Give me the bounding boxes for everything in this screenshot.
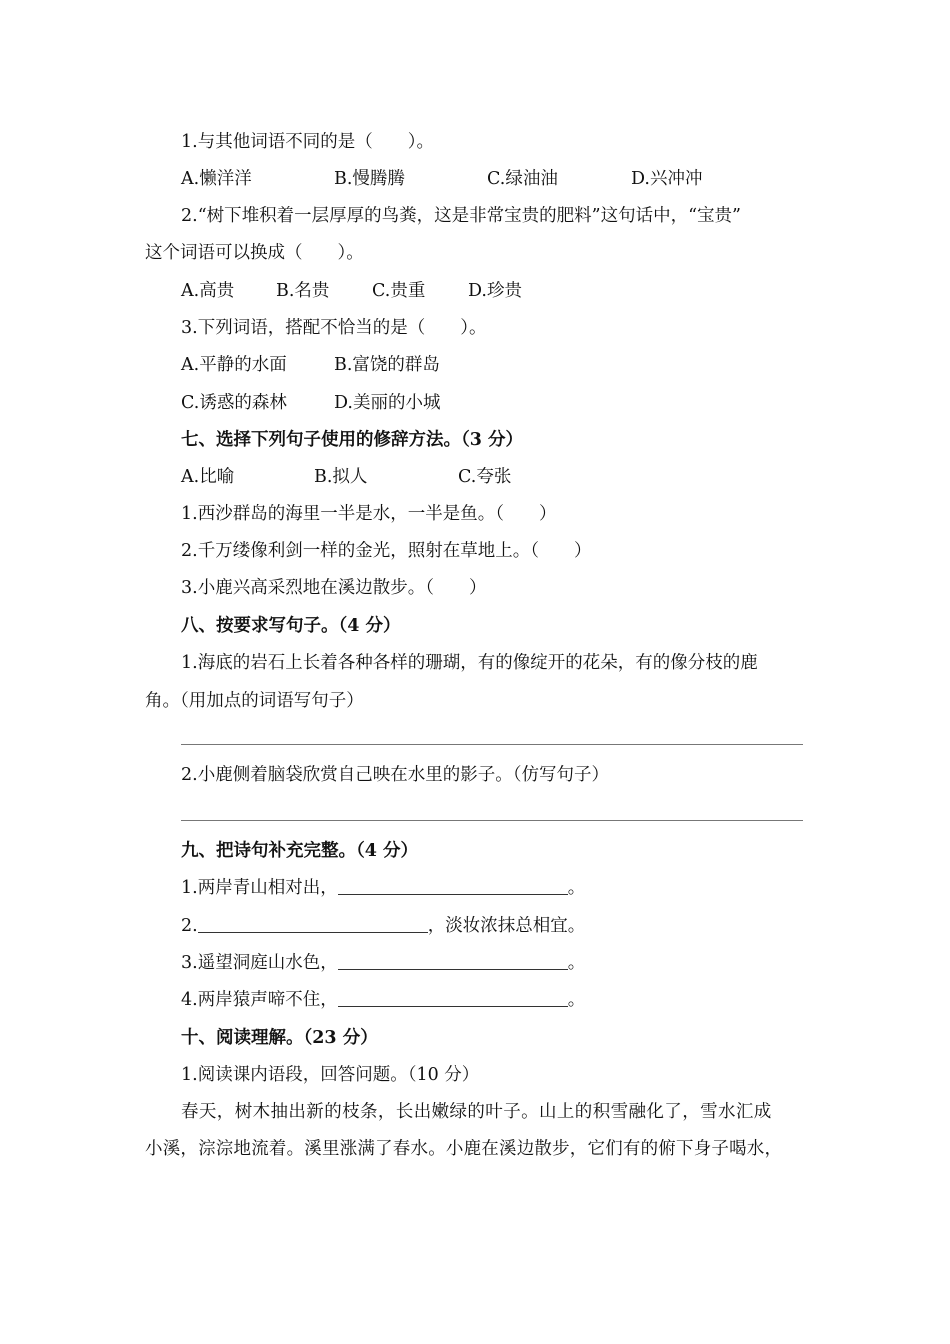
question-9-4 [181,989,585,1011]
poem-prefix: 1.两岸青山相对出， [181,878,338,898]
section-7-heading: 七、选择下列句子使用的修辞方法。（3 分） [181,430,524,450]
passage-line-2: 小溪，淙淙地流着。溪里涨满了春水。小鹿在溪边散步，它们有的俯下身子喝水， [145,1139,783,1159]
poem-suffix: 。 [567,990,586,1010]
option-b[interactable]: B.名贵 [276,281,330,301]
poem-suffix: 。 [567,878,586,898]
question-8-1-line2: 角。（用加点的词语写句子） [145,691,364,711]
poem-prefix: 3.遥望洞庭山水色， [181,953,338,973]
option-a[interactable]: A.平静的水面 [181,355,287,375]
question-8-1-line1: 1.海底的岩石上长着各种各样的珊瑚，有的像绽开的花朵，有的像分枝的鹿 [181,653,758,673]
question-6-1: 1.与其他词语不同的是（ ）。 [181,132,434,152]
answer-line-8-2[interactable] [181,820,803,821]
option-a[interactable]: A.懒洋洋 [181,169,252,189]
section-10-heading: 十、阅读理解。（23 分） [181,1028,378,1048]
answer-line-8-1[interactable] [181,744,803,745]
option-d[interactable]: D.美丽的小城 [334,393,441,413]
question-6-2-line1: 2.“树下堆积着一层厚厚的鸟粪，这是非常宝贵的肥料”这句话中，“宝贵” [181,206,741,226]
question-6-3-options-row2 [181,392,440,414]
option-a: A.比喻 [181,467,235,487]
option-c[interactable]: C.诱惑的森林 [181,393,287,413]
poem-blank[interactable] [338,878,568,895]
option-d[interactable]: D.珍贵 [468,281,522,301]
option-c[interactable]: C.贵重 [372,281,426,301]
question-10-1: 1.阅读课内语段，回答问题。（10 分） [181,1065,480,1085]
option-c[interactable]: C.绿油油 [487,169,558,189]
question-7-3[interactable]: 3.小鹿兴高采烈地在溪边散步。（ ） [181,578,487,598]
option-d[interactable]: D.兴冲冲 [631,169,703,189]
question-8-2: 2.小鹿侧着脑袋欣赏自己映在水里的影子。（仿写句子） [181,765,609,785]
section-8-heading: 八、按要求写句子。（4 分） [181,616,401,636]
question-9-1 [181,877,585,899]
poem-prefix: 2. [181,916,198,936]
option-b[interactable]: B.富饶的群岛 [334,355,440,375]
question-6-2-line2: 这个词语可以换成（ ）。 [145,243,364,263]
question-7-2[interactable]: 2.千万缕像利剑一样的金光，照射在草地上。（ ） [181,541,592,561]
option-a[interactable]: A.高贵 [181,281,235,301]
passage-line-1: 春天，树木抽出新的枝条，长出嫩绿的叶子。山上的积雪融化了，雪水汇成 [181,1102,772,1122]
poem-blank[interactable] [198,916,428,933]
poem-suffix: 。 [567,953,586,973]
question-6-2-options [181,280,522,302]
section-9-heading: 九、把诗句补充完整。（4 分） [181,841,419,861]
question-6-1-options [181,168,702,190]
option-b: B.拟人 [314,467,368,487]
question-7-1[interactable]: 1.西沙群岛的海里一半是水，一半是鱼。（ ） [181,504,557,524]
poem-blank[interactable] [338,953,568,970]
question-6-3-options-row1 [181,354,440,376]
poem-blank[interactable] [338,990,568,1007]
question-6-3: 3.下列词语，搭配不恰当的是（ ）。 [181,318,487,338]
poem-prefix: 4.两岸猿声啼不住， [181,990,338,1010]
option-b[interactable]: B.慢腾腾 [334,169,405,189]
question-9-3 [181,952,585,974]
question-9-2 [181,915,585,937]
section-7-options [181,466,511,488]
option-c: C.夸张 [458,467,512,487]
poem-suffix: ，淡妆浓抹总相宜。 [427,916,586,936]
